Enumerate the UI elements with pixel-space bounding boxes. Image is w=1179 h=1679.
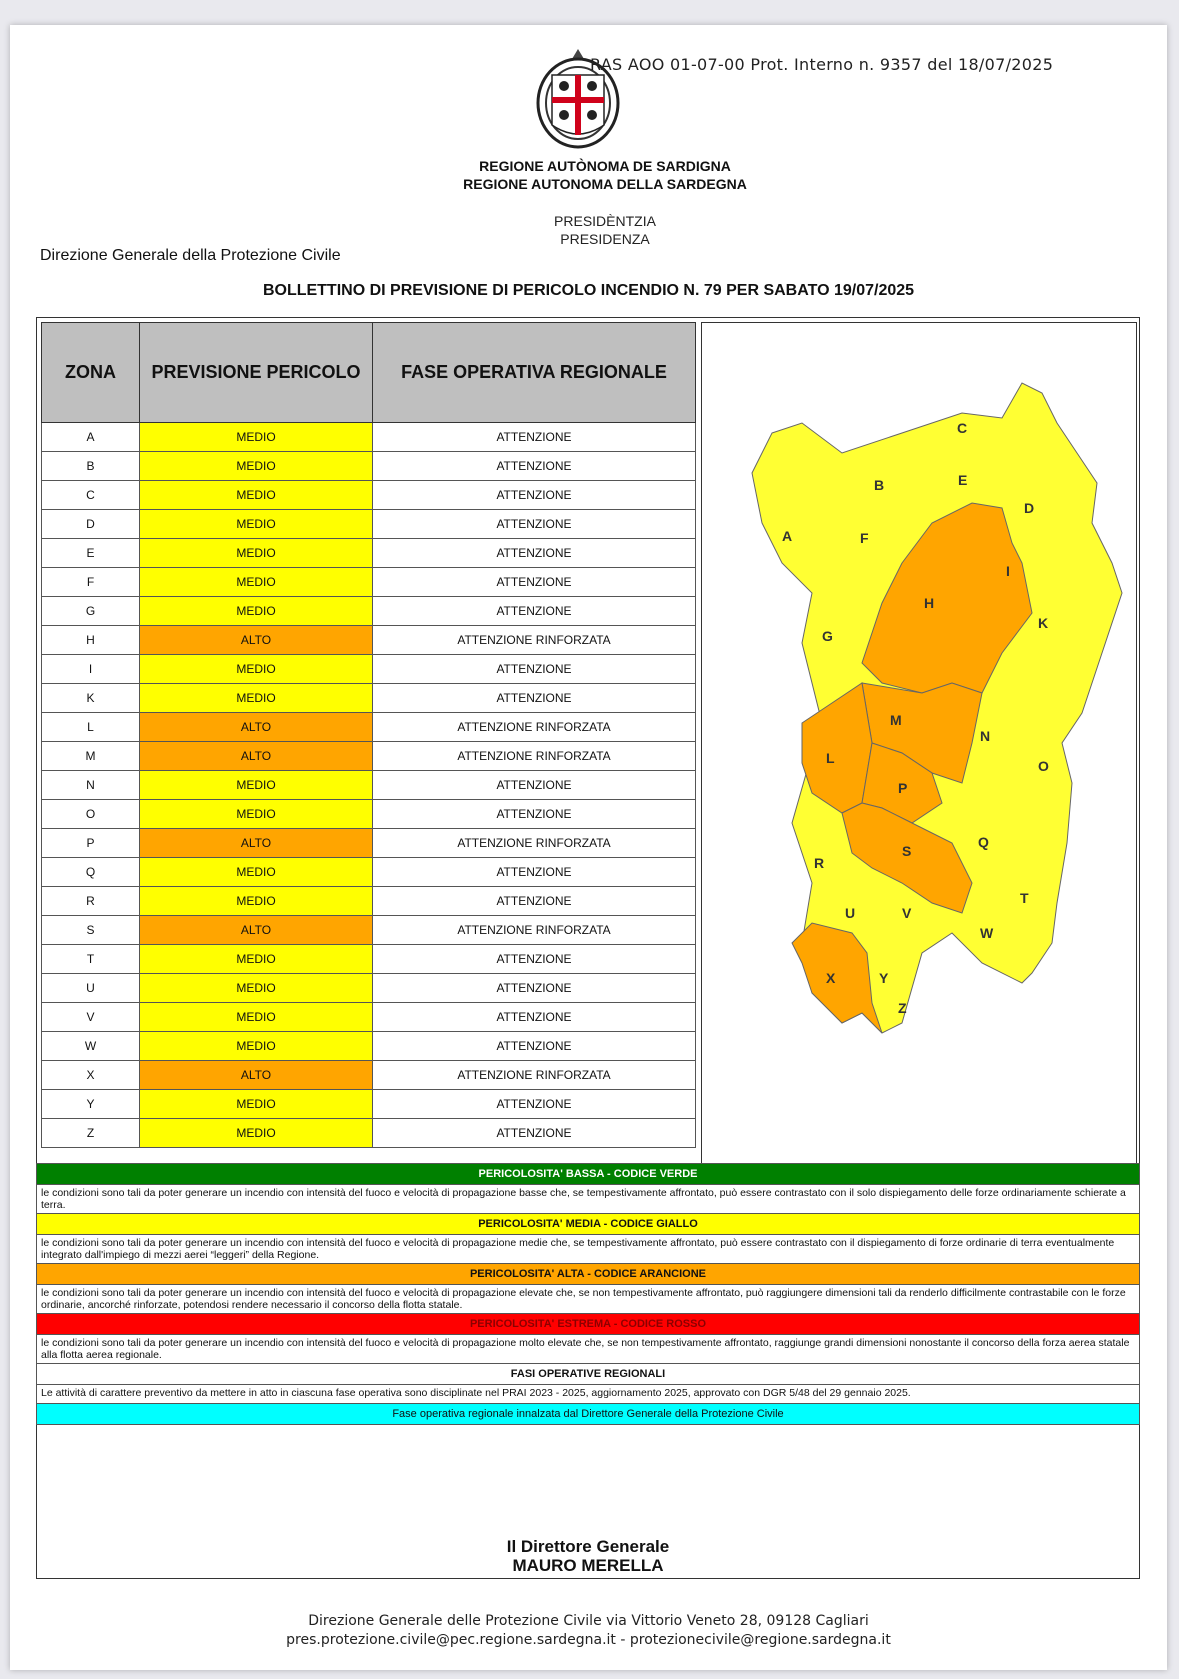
legend-alta-title: PERICOLOSITA' ALTA - CODICE ARANCIONE [36, 1263, 1140, 1285]
zona-cell: R [42, 887, 140, 916]
pericolo-cell: ALTO [140, 626, 373, 655]
table-row [42, 510, 696, 539]
map-label-r: R [814, 855, 825, 871]
zona-cell: C [42, 481, 140, 510]
fase-cell: ATTENZIONE [373, 945, 696, 974]
table-row [42, 1090, 696, 1119]
pericolo-cell: MEDIO [140, 655, 373, 684]
zona-cell: Z [42, 1119, 140, 1148]
table-row [42, 800, 696, 829]
pericolo-cell: ALTO [140, 742, 373, 771]
legend-media-text: le condizioni sono tali da poter generare un incendio con intensità del fuoco e velocità di propagazione medie che, se tempestivamente affrontato, può essere contrastato con il dispiegamento di forze ordinarie di terra eventualmente integrato dall'impiego di mezzi aerei “leggeri” della Regione. [36, 1235, 1140, 1263]
map-label-d: D [1024, 500, 1035, 516]
table-row [42, 626, 696, 655]
table-row [42, 771, 696, 800]
pericolo-cell: MEDIO [140, 1090, 373, 1119]
signature-block [36, 1537, 1140, 1575]
fase-cell: ATTENZIONE [373, 771, 696, 800]
legend [36, 1163, 1140, 1425]
legend-fasi-text: Le attività di carattere preventivo da mettere in atto in ciascuna fase operativa sono disciplinate nel PRAI 2023 - 2025, aggiornamento 2025, approvato con DGR 5/48 del 29 gennaio 2025. [36, 1385, 1140, 1403]
pericolo-cell: MEDIO [140, 800, 373, 829]
legend-estrema-title: PERICOLOSITA' ESTREMA - CODICE ROSSO [36, 1313, 1140, 1335]
zona-cell: B [42, 452, 140, 481]
map-label-k: K [1038, 615, 1049, 631]
header-previsione: PREVISIONE PERICOLO [140, 323, 373, 423]
table-row [42, 916, 696, 945]
legend-bassa-title: PERICOLOSITA' BASSA - CODICE VERDE [36, 1163, 1140, 1185]
zona-cell: S [42, 916, 140, 945]
org-name-sardinian: REGIONE AUTÒNOMA DE SARDIGNA [479, 158, 731, 174]
fase-cell: ATTENZIONE [373, 423, 696, 452]
pericolo-cell: MEDIO [140, 568, 373, 597]
signature-role: Il Direttore Generale [506, 1537, 670, 1556]
footer-address: Direzione Generale delle Protezione Civile via Vittorio Veneto 28, 09128 Cagliari [308, 1613, 869, 1629]
zona-cell: D [42, 510, 140, 539]
fase-cell: ATTENZIONE [373, 1090, 696, 1119]
map-label-i: I [1006, 563, 1010, 579]
map-label-c: C [957, 420, 968, 436]
zona-cell: O [42, 800, 140, 829]
fase-cell: ATTENZIONE RINFORZATA [373, 829, 696, 858]
sardinia-map [701, 322, 1137, 1167]
fase-cell: ATTENZIONE RINFORZATA [373, 916, 696, 945]
table-row [42, 829, 696, 858]
zona-cell: K [42, 684, 140, 713]
zona-cell: N [42, 771, 140, 800]
table-row [42, 684, 696, 713]
pericolo-cell: ALTO [140, 829, 373, 858]
fase-cell: ATTENZIONE [373, 974, 696, 1003]
fase-cell: ATTENZIONE [373, 481, 696, 510]
forecast-table [41, 322, 696, 1148]
fase-cell: ATTENZIONE [373, 539, 696, 568]
map-label-o: O [1038, 758, 1049, 774]
signature-name: MAURO MERELLA [512, 1556, 664, 1575]
fase-cell: ATTENZIONE [373, 452, 696, 481]
fase-cell: ATTENZIONE [373, 1003, 696, 1032]
table-row [42, 423, 696, 452]
table-row [42, 1032, 696, 1061]
legend-alta-text: le condizioni sono tali da poter generare un incendio con intensità del fuoco e velocità di propagazione elevate che, se non tempestivamente affrontato, può raggiungere dimensioni tali da renderlo difficilmente contrastabile con le forze ordinarie, ancorché rinforzate, potendosi rendere necessario il concorso della flotta statale. [36, 1285, 1140, 1313]
pericolo-cell: MEDIO [140, 510, 373, 539]
zona-cell: U [42, 974, 140, 1003]
zona-cell: L [42, 713, 140, 742]
pericolo-cell: MEDIO [140, 945, 373, 974]
legend-media-title: PERICOLOSITA' MEDIA - CODICE GIALLO [36, 1213, 1140, 1235]
map-label-x: X [826, 970, 836, 986]
map-label-b: B [874, 477, 885, 493]
pericolo-cell: ALTO [140, 713, 373, 742]
map-label-u: U [845, 905, 856, 921]
zona-cell: F [42, 568, 140, 597]
map-label-g: G [822, 628, 833, 644]
zona-cell: Y [42, 1090, 140, 1119]
zona-cell: E [42, 539, 140, 568]
map-label-v: V [902, 905, 912, 921]
table-row [42, 597, 696, 626]
map-label-n: N [980, 728, 991, 744]
legend-fasi-title: FASI OPERATIVE REGIONALI [36, 1363, 1140, 1385]
table-row [42, 887, 696, 916]
legend-bassa-text: le condizioni sono tali da poter generare un incendio con intensità del fuoco e velocità di propagazione basse che, se tempestivamente affrontato, può essere contrastato con il solo dispiegamento delle forze ordinariamente schierate a terra. [36, 1185, 1140, 1213]
map-label-h: H [924, 595, 935, 611]
table-row [42, 1119, 696, 1148]
table-row [42, 1003, 696, 1032]
pericolo-cell: MEDIO [140, 1003, 373, 1032]
map-label-s: S [902, 843, 912, 859]
presidency-sardinian: PRESIDÈNTZIA [554, 213, 656, 229]
table-row [42, 568, 696, 597]
zona-cell: W [42, 1032, 140, 1061]
fase-cell: ATTENZIONE [373, 1032, 696, 1061]
table-row [42, 974, 696, 1003]
zona-cell: H [42, 626, 140, 655]
zona-cell: A [42, 423, 140, 452]
fase-cell: ATTENZIONE RINFORZATA [373, 626, 696, 655]
header-zona: ZONA [42, 323, 140, 423]
pericolo-cell: MEDIO [140, 597, 373, 626]
map-label-a: A [782, 528, 793, 544]
bulletin-title: BOLLETTINO DI PREVISIONE DI PERICOLO INCENDIO N. 79 PER SABATO 19/07/2025 [262, 282, 915, 299]
zona-cell: I [42, 655, 140, 684]
fase-cell: ATTENZIONE [373, 684, 696, 713]
pericolo-cell: MEDIO [140, 423, 373, 452]
pericolo-cell: MEDIO [140, 974, 373, 1003]
footer-emails: pres.protezione.civile@pec.regione.sardegna.it - protezionecivile@regione.sardegna.it [286, 1632, 891, 1648]
map-label-p: P [898, 780, 908, 796]
fase-cell: ATTENZIONE [373, 800, 696, 829]
fase-cell: ATTENZIONE RINFORZATA [373, 742, 696, 771]
zona-cell: X [42, 1061, 140, 1090]
zona-cell: M [42, 742, 140, 771]
zona-cell: T [42, 945, 140, 974]
zona-cell: Q [42, 858, 140, 887]
pericolo-cell: MEDIO [140, 887, 373, 916]
map-label-y: Y [879, 970, 889, 986]
fase-cell: ATTENZIONE [373, 887, 696, 916]
fase-cell: ATTENZIONE [373, 655, 696, 684]
map-label-m: M [890, 712, 902, 728]
fase-cell: ATTENZIONE RINFORZATA [373, 713, 696, 742]
pericolo-cell: ALTO [140, 1061, 373, 1090]
pericolo-cell: MEDIO [140, 771, 373, 800]
table-row [42, 713, 696, 742]
zona-cell: V [42, 1003, 140, 1032]
fase-cell: ATTENZIONE [373, 510, 696, 539]
table-row [42, 1061, 696, 1090]
fase-cell: ATTENZIONE [373, 1119, 696, 1148]
department-name: Direzione Generale della Protezione Civile [40, 247, 341, 264]
presidency-italian: PRESIDENZA [560, 231, 650, 247]
zona-cell: G [42, 597, 140, 626]
zona-cell: P [42, 829, 140, 858]
org-name-italian: REGIONE AUTONOMA DELLA SARDEGNA [463, 176, 747, 192]
header-fase: FASE OPERATIVA REGIONALE [373, 323, 696, 423]
fase-cell: ATTENZIONE RINFORZATA [373, 1061, 696, 1090]
table-row [42, 945, 696, 974]
table-row [42, 858, 696, 887]
table-row [42, 452, 696, 481]
pericolo-cell: MEDIO [140, 481, 373, 510]
table-row [42, 742, 696, 771]
document-page [10, 25, 1167, 1670]
map-label-e: E [958, 472, 968, 488]
map-label-z: Z [898, 1000, 907, 1016]
pericolo-cell: MEDIO [140, 684, 373, 713]
table-row [42, 655, 696, 684]
map-label-w: W [980, 925, 994, 941]
pericolo-cell: ALTO [140, 916, 373, 945]
pericolo-cell: MEDIO [140, 539, 373, 568]
pericolo-cell: MEDIO [140, 1032, 373, 1061]
map-label-l: L [826, 750, 835, 766]
map-label-t: T [1020, 890, 1029, 906]
fase-cell: ATTENZIONE [373, 568, 696, 597]
pericolo-cell: MEDIO [140, 1119, 373, 1148]
pericolo-cell: MEDIO [140, 452, 373, 481]
pericolo-cell: MEDIO [140, 858, 373, 887]
map-label-q: Q [978, 834, 989, 850]
legend-estrema-text: le condizioni sono tali da poter generare un incendio con intensità del fuoco e velocità di propagazione molto elevate che, se non tempestivamente affrontato, raggiunge grandi dimensioni nonostante il concorso della forza aerea statale alla flotta aerea regionale. [36, 1335, 1140, 1363]
map-label-f: F [860, 530, 869, 546]
map-zone-l [802, 683, 872, 813]
table-row [42, 539, 696, 568]
fase-cell: ATTENZIONE [373, 858, 696, 887]
table-row [42, 481, 696, 510]
fase-cell: ATTENZIONE [373, 597, 696, 626]
legend-innalzata: Fase operativa regionale innalzata dal Direttore Generale della Protezione Civile [36, 1403, 1140, 1425]
protocol-number: RAS AOO 01-07-00 Prot. Interno n. 9357 del 18/07/2025 [590, 55, 1054, 74]
